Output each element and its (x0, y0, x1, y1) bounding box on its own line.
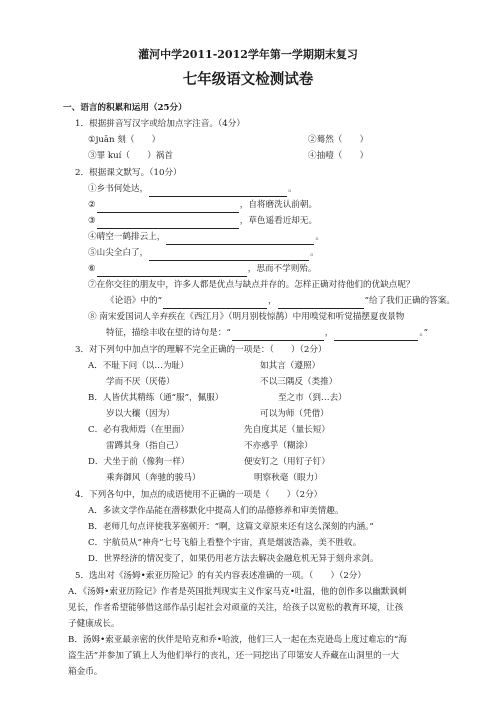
q2-item-5: ⑤山尖全白了， 。 (88, 245, 319, 261)
q3-option-d-4: 明察秋毫（眼力） (254, 473, 323, 483)
q1-item-3: ③罪 kuí（ ）祸首 (88, 151, 173, 161)
q5-option-a-end: 子健康成长。 (68, 619, 120, 629)
q1-item-2: ②蓦然（ ） (308, 135, 369, 145)
answer-blank[interactable] (278, 297, 364, 309)
q2-item-7: ⑦在你交往的朋友中，许多人都是优点与缺点并存的。怎样正确对待他们的优缺点呢？ (88, 280, 415, 290)
q3-option-c-2: 先自度其足（量长短） (244, 425, 330, 435)
answer-blank[interactable] (232, 329, 324, 341)
q4-stem: 4．下列各句中，加点的成语使用不正确的一项是（ ）（2分） (75, 490, 323, 500)
q3-option-b-3: 岁以大穰（因为） (106, 409, 175, 419)
q5-stem: 5．选出对《汤姆•索亚历险记》的有关内容表述准确的一项。（ ）（2分） (75, 571, 366, 581)
q3-option-b: B．人皆伏其精练（通“服”，佩服） (88, 393, 224, 403)
q1-item-1: ①juān 刻（ ） (88, 135, 161, 145)
q1-stem: 1．根据拼音写汉字或给加点字注音。（4分） (75, 119, 245, 129)
q3-option-d-3: 乘奔御风（奔驰的骏马） (106, 473, 201, 483)
q5-option-b-end: 箱金币。 (68, 667, 103, 677)
answer-blank[interactable] (149, 185, 287, 197)
exam-title: 七年级语文检测试卷 (182, 71, 314, 88)
q3-option-c: C．必有我师焉（在里面） (88, 425, 190, 435)
answer-blank[interactable] (334, 329, 418, 341)
q2-item-4: ④晴空一鹤排云上， 。 (88, 229, 324, 245)
answer-blank[interactable] (166, 233, 314, 245)
q5-option-a-cont: 见长，作者希望能够借这部作品引起社会对顽童的关注，给孩子以宽松的教育环境，让孩 (68, 603, 404, 613)
q5-option-b: B．汤姆•索亚最亲密的伙伴是哈克和乔•哈波，他们三人一起在杰克逊岛上度过难忘的“海 (68, 635, 407, 645)
q3-option-d: D．犬坐于前（像狗一样） (88, 457, 190, 467)
q2-item-2: ② ，自将磨洗认前朝。 (88, 197, 317, 213)
q2-item-1: ①乡书何处达， 。 (88, 181, 297, 197)
q3-option-b-4: 可以为师（凭借） (260, 409, 329, 419)
q5-option-a: A．《汤姆•索亚历险记》作者是英国批判现实主义作家马克•吐温，他的创作多以幽默讽刺 (68, 587, 407, 597)
answer-blank[interactable] (149, 249, 309, 261)
q4-option-a: A．多读文学作品能在潜移默化中提高人们的品德修养和审美情趣。 (88, 506, 344, 516)
q4-option-c: C．宇航员从“神舟”七号飞船上看整个宇宙，真是烟波浩淼，美不胜收。 (88, 538, 362, 548)
answer-blank[interactable] (163, 297, 267, 309)
q3-option-b-2: 至之市（到…去） (278, 393, 347, 403)
q2-item-6: ⑥ ，思而不学则殆。 (88, 261, 316, 277)
q1-item-4: ④抽噎（ ） (308, 151, 369, 161)
school-header: 灌河中学2011-2012学年第一学期期末复习 (138, 48, 358, 61)
answer-blank[interactable] (97, 217, 239, 229)
q5-option-b-cont: 盗生活”并参加了镇上人为他们举行的丧礼，还一同挖出了印第安人乔藏在山洞里的一大 (68, 651, 399, 661)
q2-item-7-cont: 《论语》中的“ ， ”给了我们正确的答案。 (106, 293, 455, 309)
q2-item-8: ⑧ 南宋爱国词人辛弃疾在《西江月》（明月别枝惊鹊）中用嗅觉和听觉描摆夏夜景物 (88, 312, 405, 322)
q3-option-a-2: 如其言（遵照） (260, 361, 321, 371)
q3-stem: 3．对下列句中加点字的理解不完全正确的一项是：（ ）（2分） (75, 345, 327, 355)
q2-item-8-cont: 特征，描绘丰收在望的诗句是：“ ， 。” (106, 325, 428, 341)
q3-option-c-4: 不亦惑乎（糊涂） (244, 441, 313, 451)
answer-blank[interactable] (97, 265, 247, 277)
q4-option-b: B．老师几句点评使我茅塞顿开：“啊，这篇文章原来还有这么深刻的内涵。” (88, 522, 374, 532)
q4-option-d: D．世界经济的情况变了，如果仍用老方法去解决金融危机无异于刻舟求剑。 (88, 554, 379, 564)
q2-stem: 2．根据课文默写。（10分） (75, 168, 182, 178)
answer-blank[interactable] (97, 201, 239, 213)
q3-option-a-4: 不以三隅反（类推） (260, 377, 338, 387)
section-heading: 一、语言的积累和运用（25分） (63, 103, 187, 113)
q3-option-d-2: 便安钉之（用钉子钉） (244, 457, 330, 467)
q3-option-c-3: 雷蹲其身（指自己） (106, 441, 184, 451)
q2-item-3: ③ ，草色遥看近却无。 (88, 213, 317, 229)
q3-option-a-3: 学而不厌（厌倦） (106, 377, 175, 387)
q3-option-a: A．不耻下问（以…为耻） (88, 361, 189, 371)
